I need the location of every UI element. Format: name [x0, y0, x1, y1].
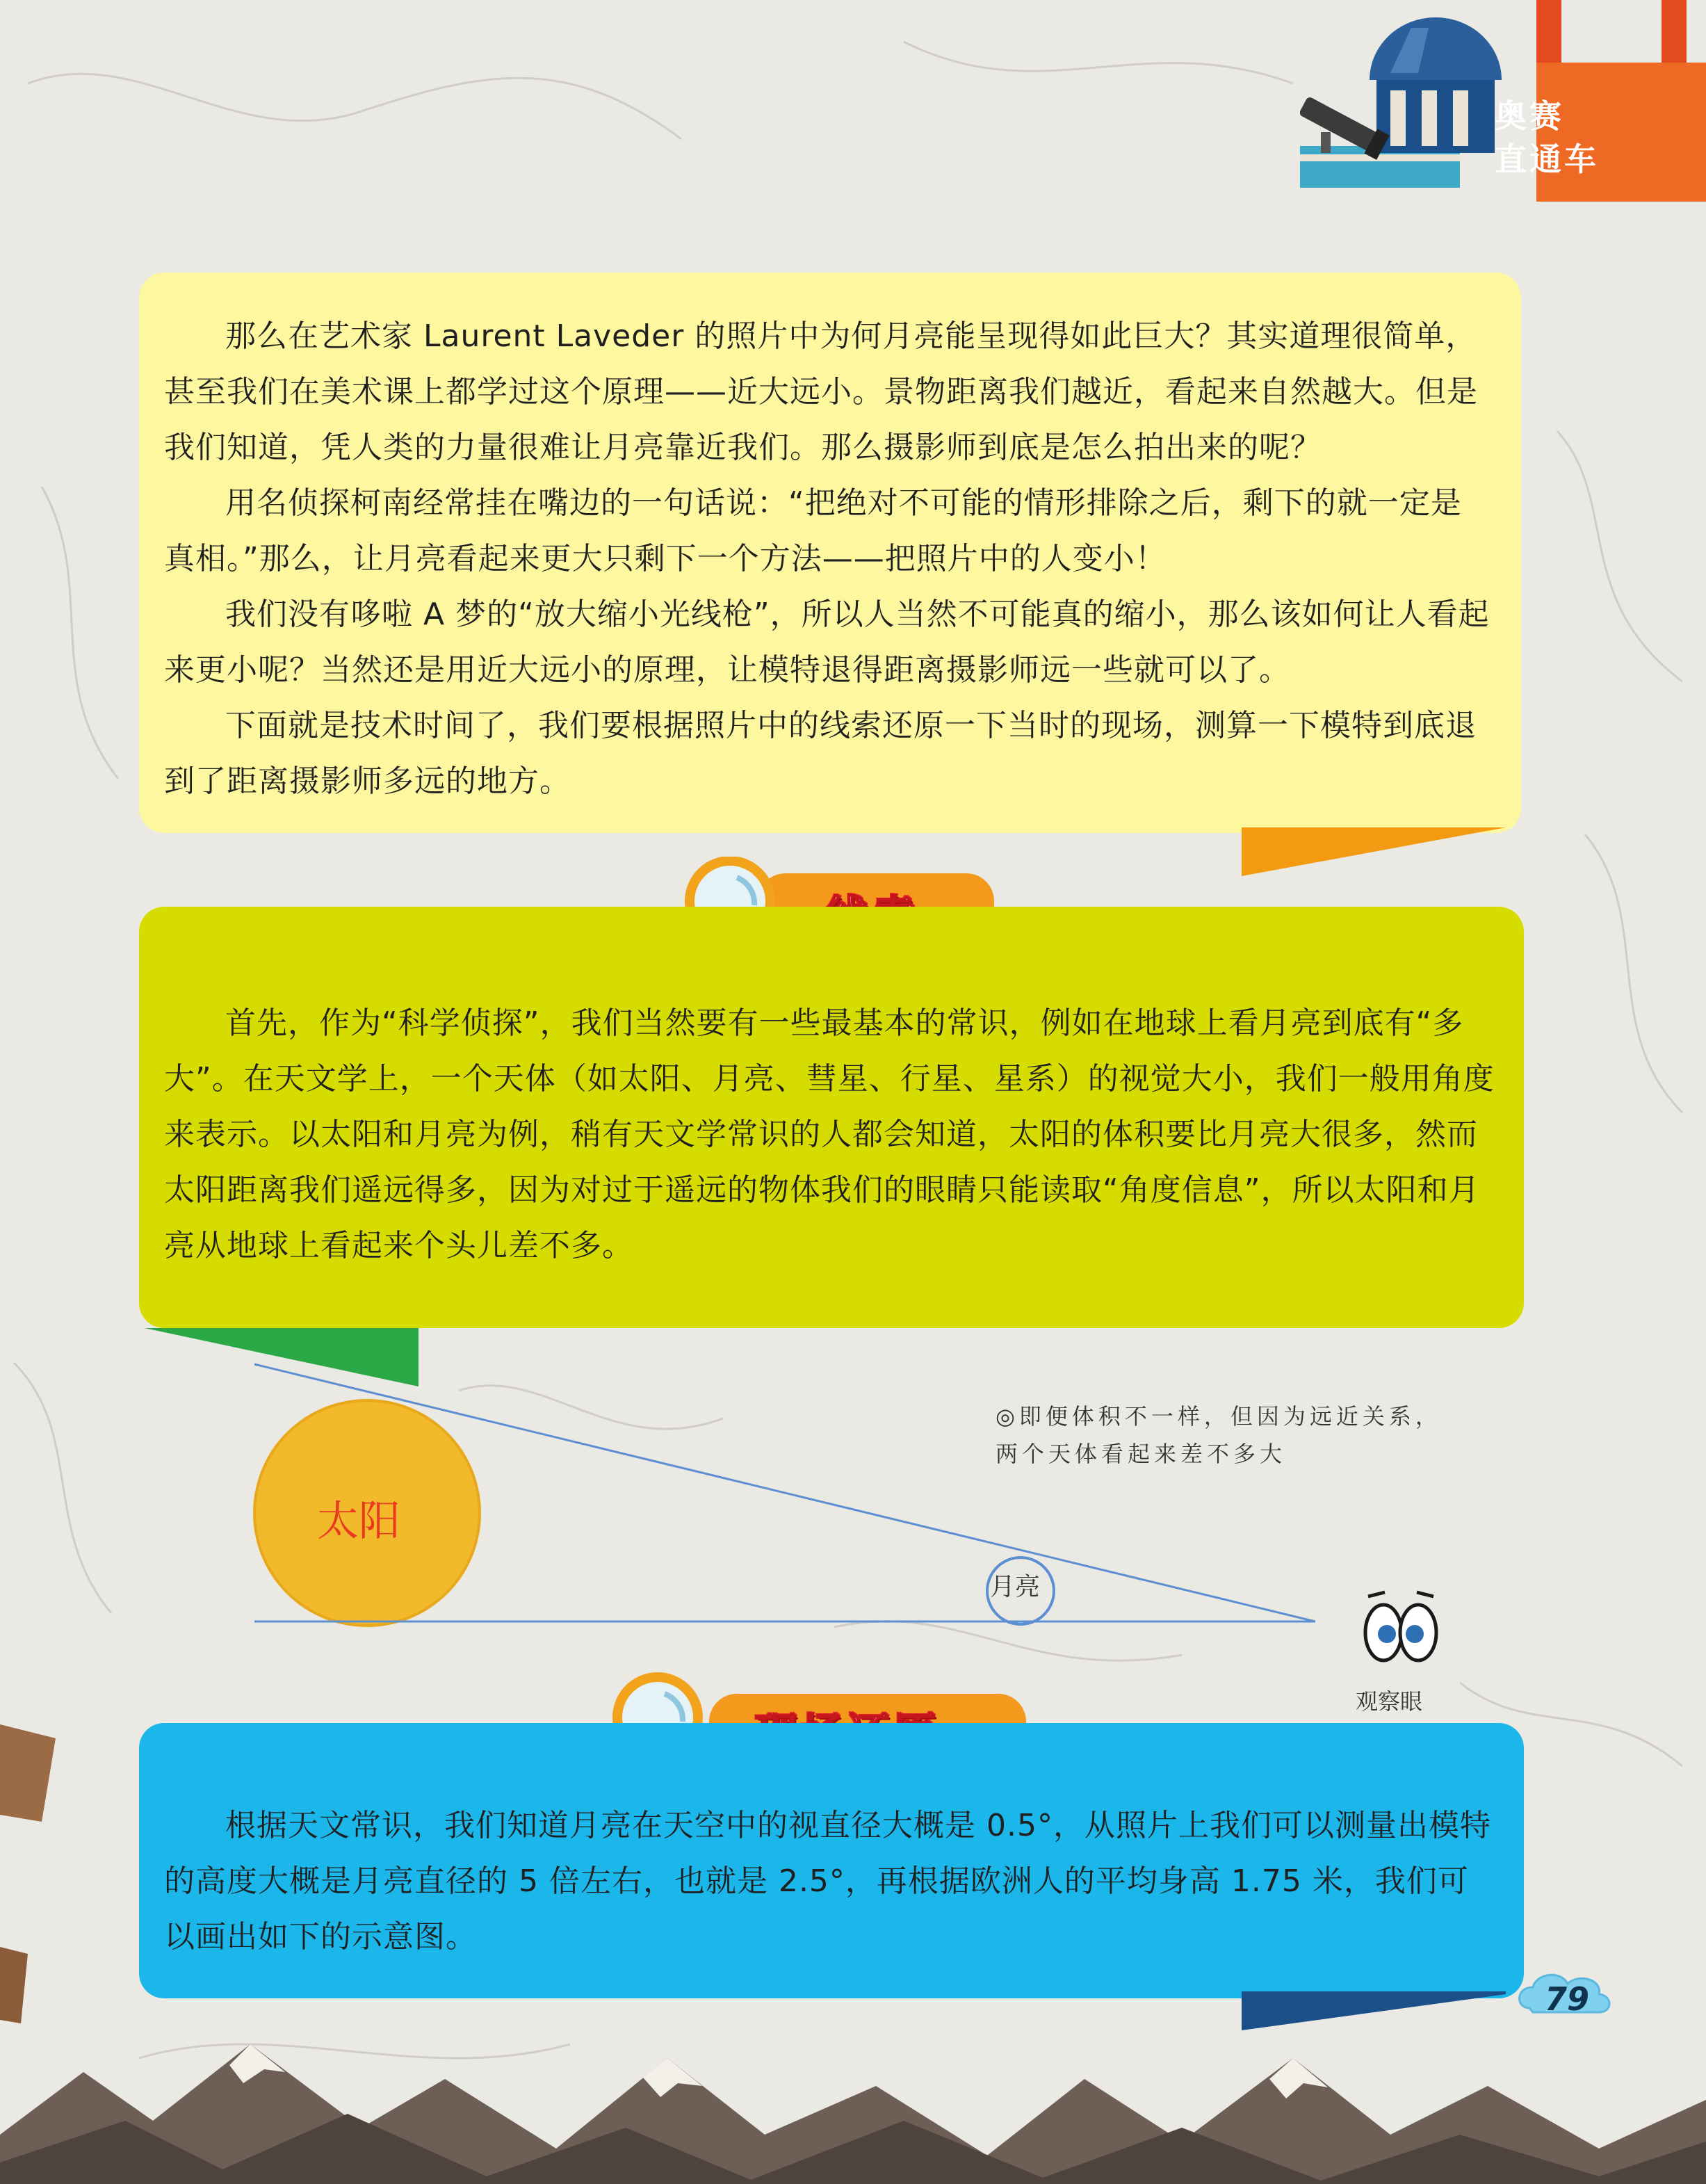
- intro-paragraph: 用名侦探柯南经常挂在嘴边的一句话说：“把绝对不可能的情形排除之后，剩下的就一定是真相。”那么，让月亮看起来更大只剩下一个方法——把照片中的人变小！: [164, 485, 1462, 576]
- page-number: 79: [1545, 1980, 1590, 2018]
- scene-box: [139, 1723, 1524, 1998]
- intro-paragraph: 我们没有哆啦 A 梦的“放大缩小光线枪”，所以人当然不可能真的缩小，那么该如何让人看起来更小呢？当然还是用近大远小的原理，让模特退得距离摄影师远一些就可以了。: [164, 597, 1490, 688]
- section-badge: [1495, 95, 1599, 181]
- angular-size-diagram: [0, 1321, 1706, 1710]
- badge-line-1: 奥赛: [1495, 97, 1564, 135]
- badge-line-2: 直通车: [1495, 140, 1599, 178]
- mountain-range-decor: [0, 2016, 1706, 2184]
- clue-paragraph: 首先，作为“科学侦探”，我们当然要有一些最基本的常识，例如在地球上看月亮到底有“多大”。在天文学上，一个天体（如太阳、月亮、彗星、行星、星系）的视觉大小，我们一般用角度来表示。以太阳和月亮为例，稍有天文学常识的人都会知道，太阳的体积要比月亮大很多，然而太阳距离我们遥远得多，因为对过于遥远的物体我们的眼睛只能读取“角度信息”，所以太阳和月亮从地球上看起来个头儿差不多。: [164, 1005, 1495, 1263]
- intro-paragraph: 那么在艺术家 Laurent Laveder 的照片中为何月亮能呈现得如此巨大？其实道理很简单，甚至我们在美术课上都学过这个原理——近大远小。景物距离我们越近，看起来自然越大。但是我们知道，凭人类的力量很难让月亮靠近我们。那么摄影师到底是怎么拍出来的呢？: [164, 318, 1478, 465]
- moon-label: 月亮: [990, 1573, 1041, 1601]
- sun-label: 太阳: [317, 1497, 400, 1546]
- scene-paragraph: 根据天文常识，我们知道月亮在天空中的视直径大概是 0.5°，从照片上我们可以测量出模特的高度大概是月亮直径的 5 倍左右，也就是 2.5°，再根据欧洲人的平均身高 1.75 米，我们可以画出如下的示意图。: [164, 1808, 1491, 1955]
- eye-icon: [1365, 1592, 1436, 1660]
- intro-box-tail: [1242, 827, 1506, 883]
- eye-label: 观察眼: [1356, 1688, 1423, 1715]
- caption-line-2: 两个天体看起来差不多大: [996, 1441, 1287, 1467]
- diagram-caption: [996, 1398, 1442, 1473]
- intro-box: [139, 273, 1521, 833]
- clue-box: [139, 907, 1524, 1328]
- caption-line-1: ◎即便体积不一样，但因为远近关系，: [996, 1403, 1442, 1430]
- wood-fragment-decor: [0, 1697, 83, 2030]
- intro-paragraph: 下面就是技术时间了，我们要根据照片中的线索还原一下当时的现场，测算一下模特到底退到了距离摄影师多远的地方。: [164, 708, 1477, 799]
